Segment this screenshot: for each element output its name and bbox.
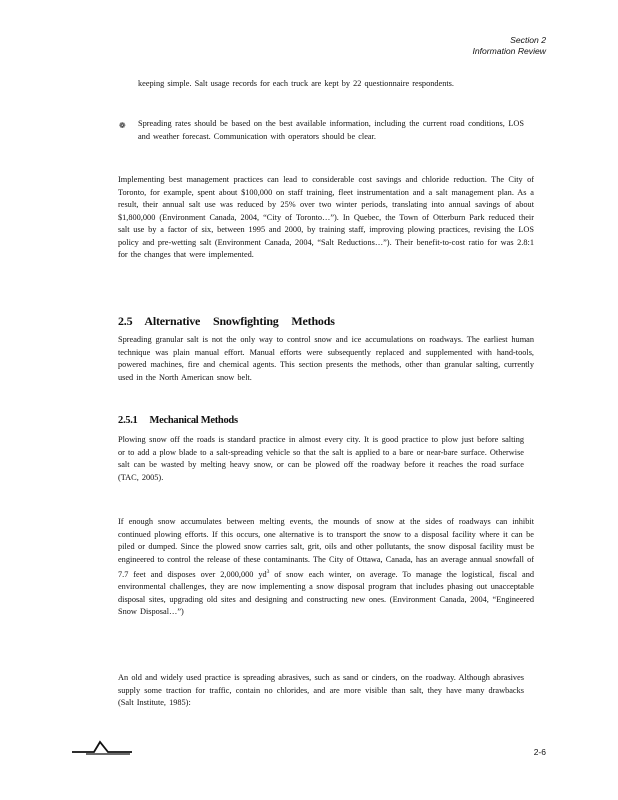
abrasives-paragraph — [118, 672, 524, 710]
snow-disposal-text: If enough snow accumulates between melting events, the mounds of snow at the sides of roadways can inhibit continued plowing efforts. If this occurs, one alternative is to transport the snow to a disposal facility where it can be piled or dumped. Since the plowed snow carries salt, grit, oils and other pollutants, the snow disposal facility must be engineered to control the release of these contaminants. The City of Ottawa, Canada, has an average annual snowfall of 7.7 feet and disposes over 2,000,000 $yd^3$ of snow each winter, on average. To manage the logistical, fiscal and environmental challenges, they are now implementing a snow disposal program that includes phasing out unacceptable disposal sites, upgrading old sites and designing and constructing new ones. (Environment Canada, 2004, “Engineered Snow Disposal…”) — [118, 517, 534, 617]
intro-text: keeping simple. Salt usage records for each truck are kept by 22 questionnaire respondents. — [138, 79, 454, 88]
section-heading-2-5 — [118, 314, 335, 329]
snow-disposal-paragraph — [118, 516, 534, 619]
abrasives-text: An old and widely used practice is spreading abrasives, such as sand or cinders, on the roadway. Although abrasives supply some traction for traffic, contain no chlorides, and are more visible than salt, they have many drawbacks (Salt Institute, 1985): — [118, 673, 524, 707]
page-number: 2-6 — [533, 747, 546, 757]
mountain-logo-icon — [72, 738, 132, 761]
plowing-paragraph — [118, 434, 524, 484]
bullet-paragraph — [138, 118, 524, 143]
header-section: Section 2 — [510, 35, 546, 45]
subsection-heading-2-5-1 — [118, 415, 238, 426]
implementing-paragraph — [118, 174, 534, 262]
subsection-title: Mechanical Methods — [149, 415, 238, 426]
subsection-number: 2.5.1 — [118, 415, 138, 426]
alternative-text: Spreading granular salt is not the only way to control snow and ice accumulations on roadways. The earliest human technique was plain manual effort. Manual efforts were subsequently replaced and supplemented with hand-tools, powered machines, fire and chemical agents. This section presents the methods, other than granular salting, currently used in the North American snow belt. — [118, 335, 534, 382]
page-header — [472, 35, 546, 57]
section-title: Alternative Snowfighting Methods — [144, 314, 335, 328]
section-number: 2.5 — [118, 314, 133, 328]
bullet-icon: ❁ — [119, 121, 126, 130]
alternative-paragraph — [118, 334, 534, 384]
intro-paragraph — [138, 78, 500, 91]
header-title: Information Review — [472, 46, 546, 56]
plowing-text: Plowing snow off the roads is standard practice in almost every city. It is good practice to plow just before salting or to add a plow blade to a salt-spreading vehicle so that the salt is applied to a bare or near-bare surface. Otherwise salt can be wasted by melting heavy snow, or can be plowed off the roadway before it reaches the road surface (TAC, 2005). — [118, 435, 524, 482]
bullet-text: Spreading rates should be based on the best available information, including the current road conditions, LOS and weather forecast. Communication with operators should be clear. — [138, 119, 524, 141]
implementing-text: Implementing best management practices can lead to considerable cost savings and chloride reduction. The City of Toronto, for example, spent about $100,000 on staff training, fleet instrumentation and a salt management plan. As a result, their annual salt use was reduced by 25% over two winter periods, translating into annual savings of about $1,800,000 (Environment Canada, 2004, “City of Toronto…”). In Quebec, the Town of Otterburn Park reduced their salt use by a factor of six, between 1995 and 2000, by training staff, improving plowing practices, revising the LOS policy and pre-wetting salt (Environment Canada, 2004, “Salt Reductions…”). Their benefit-to-cost ratio for was 2.8:1 for the changes that were implemented. — [118, 175, 534, 259]
